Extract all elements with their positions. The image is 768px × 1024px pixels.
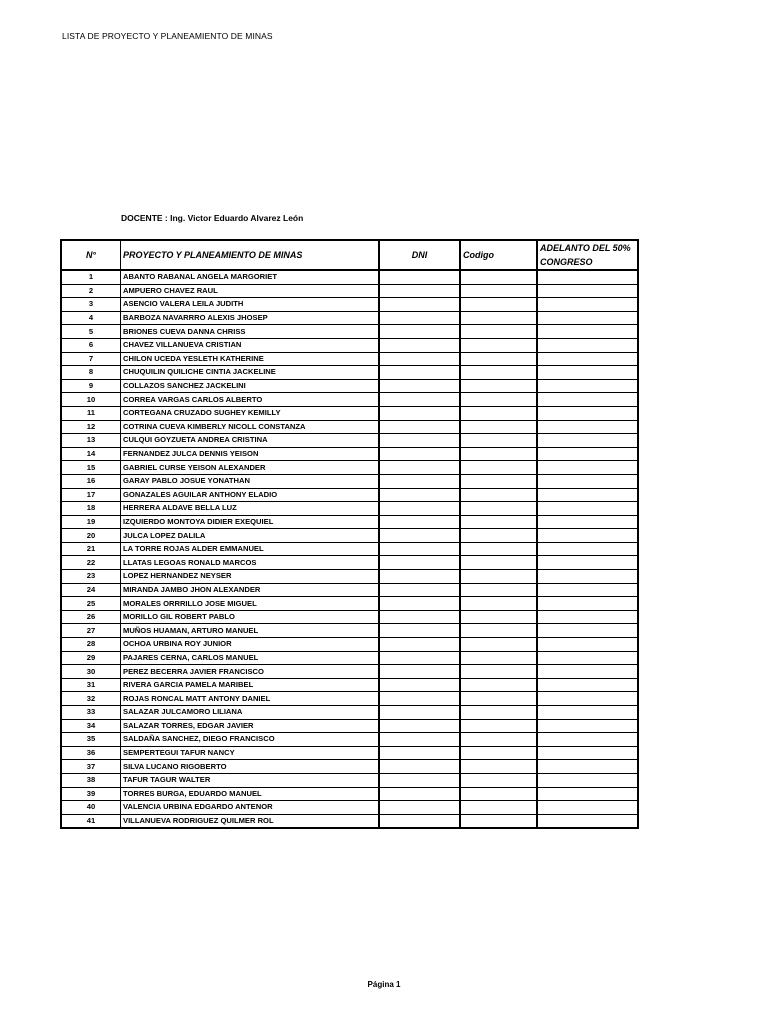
table-row: [61, 651, 638, 665]
row-number: 12: [61, 420, 121, 434]
dni-cell: [379, 474, 460, 488]
row-number: 21: [61, 542, 121, 556]
dni-cell: [379, 542, 460, 556]
advance-cell: [537, 325, 638, 339]
advance-cell: [537, 434, 638, 448]
advance-cell: [537, 488, 638, 502]
dni-cell: [379, 284, 460, 298]
dni-cell: [379, 379, 460, 393]
header-advance: ADELANTO DEL 50% CONGRESO: [537, 240, 638, 270]
table-row: [61, 733, 638, 747]
advance-cell: [537, 638, 638, 652]
advance-cell: [537, 760, 638, 774]
row-number: 18: [61, 502, 121, 516]
table-row: [61, 746, 638, 760]
student-name: LLATAS LEGOAS RONALD MARCOS: [121, 556, 380, 570]
student-name: COLLAZOS SANCHEZ JACKELINI: [121, 379, 380, 393]
row-number: 2: [61, 284, 121, 298]
table-row: [61, 706, 638, 720]
table-row: [61, 665, 638, 679]
advance-cell: [537, 556, 638, 570]
advance-cell: [537, 311, 638, 325]
table-row: [61, 787, 638, 801]
student-name: BARBOZA NAVARRRO ALEXIS JHOSEP: [121, 311, 380, 325]
code-cell: [460, 284, 537, 298]
advance-cell: [537, 583, 638, 597]
advance-cell: [537, 678, 638, 692]
advance-cell: [537, 570, 638, 584]
teacher-name: DOCENTE : Ing. Victor Eduardo Alvarez León: [121, 213, 304, 223]
student-name: TORRES BURGA, EDUARDO MANUEL: [121, 787, 380, 801]
dni-cell: [379, 773, 460, 787]
table-row: [61, 542, 638, 556]
table-row: [61, 760, 638, 774]
code-cell: [460, 270, 537, 284]
advance-cell: [537, 352, 638, 366]
table-row: [61, 570, 638, 584]
table-row: [61, 529, 638, 543]
table-row: [61, 556, 638, 570]
dni-cell: [379, 298, 460, 312]
row-number: 1: [61, 270, 121, 284]
row-number: 8: [61, 366, 121, 380]
advance-cell: [537, 461, 638, 475]
table-row: [61, 610, 638, 624]
table-row: [61, 434, 638, 448]
student-name: LA TORRE ROJAS ALDER EMMANUEL: [121, 542, 380, 556]
student-name: VILLANUEVA RODRIGUEZ QUILMER ROL: [121, 814, 380, 828]
dni-cell: [379, 502, 460, 516]
header-number: N°: [61, 240, 121, 270]
student-name: IZQUIERDO MONTOYA DIDIER EXEQUIEL: [121, 515, 380, 529]
student-name: JULCA LOPEZ DALILA: [121, 529, 380, 543]
table-row: [61, 515, 638, 529]
table-row: [61, 638, 638, 652]
code-cell: [460, 610, 537, 624]
code-cell: [460, 678, 537, 692]
table-row: [61, 352, 638, 366]
row-number: 36: [61, 746, 121, 760]
student-name: SEMPERTEGUI TAFUR NANCY: [121, 746, 380, 760]
dni-cell: [379, 420, 460, 434]
student-name: ASENCIO VALERA LEILA JUDITH: [121, 298, 380, 312]
code-cell: [460, 311, 537, 325]
advance-cell: [537, 665, 638, 679]
code-cell: [460, 556, 537, 570]
row-number: 38: [61, 773, 121, 787]
dni-cell: [379, 719, 460, 733]
student-name: PEREZ BECERRA JAVIER FRANCISCO: [121, 665, 380, 679]
advance-cell: [537, 420, 638, 434]
row-number: 40: [61, 801, 121, 815]
advance-cell: [537, 447, 638, 461]
code-cell: [460, 542, 537, 556]
code-cell: [460, 461, 537, 475]
student-name: SALAZAR JULCAMORO LILIANA: [121, 706, 380, 720]
document-title: LISTA DE PROYECTO Y PLANEAMIENTO DE MINAS: [62, 31, 273, 41]
row-number: 26: [61, 610, 121, 624]
table-row: [61, 270, 638, 284]
student-name: PAJARES CERNA, CARLOS MANUEL: [121, 651, 380, 665]
dni-cell: [379, 760, 460, 774]
table-row: [61, 325, 638, 339]
row-number: 29: [61, 651, 121, 665]
dni-cell: [379, 746, 460, 760]
advance-cell: [537, 706, 638, 720]
table-row: [61, 624, 638, 638]
row-number: 30: [61, 665, 121, 679]
dni-cell: [379, 366, 460, 380]
row-number: 33: [61, 706, 121, 720]
advance-cell: [537, 624, 638, 638]
student-name: CHUQUILIN QUILICHE CINTIA JACKELINE: [121, 366, 380, 380]
code-cell: [460, 447, 537, 461]
table-row: [61, 284, 638, 298]
student-roster-table: [60, 239, 639, 829]
code-cell: [460, 393, 537, 407]
advance-cell: [537, 801, 638, 815]
table-row: [61, 583, 638, 597]
dni-cell: [379, 801, 460, 815]
code-cell: [460, 352, 537, 366]
header-course-name: PROYECTO Y PLANEAMIENTO DE MINAS: [121, 240, 380, 270]
table-body: [61, 270, 638, 828]
dni-cell: [379, 570, 460, 584]
row-number: 17: [61, 488, 121, 502]
table-row: [61, 298, 638, 312]
code-cell: [460, 624, 537, 638]
table-row: [61, 366, 638, 380]
row-number: 32: [61, 692, 121, 706]
student-name: MORILLO GIL ROBERT PABLO: [121, 610, 380, 624]
code-cell: [460, 488, 537, 502]
dni-cell: [379, 352, 460, 366]
row-number: 34: [61, 719, 121, 733]
code-cell: [460, 325, 537, 339]
row-number: 13: [61, 434, 121, 448]
code-cell: [460, 570, 537, 584]
code-cell: [460, 515, 537, 529]
table-row: [61, 379, 638, 393]
table-row: [61, 474, 638, 488]
dni-cell: [379, 692, 460, 706]
code-cell: [460, 298, 537, 312]
student-name: BRIONES CUEVA DANNA CHRISS: [121, 325, 380, 339]
advance-cell: [537, 651, 638, 665]
code-cell: [460, 665, 537, 679]
student-name: GONAZALES AGUILAR ANTHONY ELADIO: [121, 488, 380, 502]
table-row: [61, 801, 638, 815]
table-row: [61, 719, 638, 733]
dni-cell: [379, 529, 460, 543]
dni-cell: [379, 665, 460, 679]
table-row: [61, 393, 638, 407]
dni-cell: [379, 651, 460, 665]
code-cell: [460, 651, 537, 665]
row-number: 22: [61, 556, 121, 570]
table-row: [61, 692, 638, 706]
table-row: [61, 461, 638, 475]
advance-cell: [537, 610, 638, 624]
code-cell: [460, 338, 537, 352]
student-name: VALENCIA URBINA EDGARDO ANTENOR: [121, 801, 380, 815]
row-number: 11: [61, 406, 121, 420]
advance-cell: [537, 746, 638, 760]
student-name: GABRIEL CURSE YEISON ALEXANDER: [121, 461, 380, 475]
code-cell: [460, 366, 537, 380]
code-cell: [460, 801, 537, 815]
page-number: Página 1: [367, 980, 401, 989]
row-number: 39: [61, 787, 121, 801]
table-row: [61, 814, 638, 828]
table-header-row: [61, 240, 638, 270]
table-row: [61, 502, 638, 516]
code-cell: [460, 719, 537, 733]
student-name: CORREA VARGAS CARLOS ALBERTO: [121, 393, 380, 407]
row-number: 6: [61, 338, 121, 352]
dni-cell: [379, 787, 460, 801]
table-row: [61, 311, 638, 325]
code-cell: [460, 773, 537, 787]
dni-cell: [379, 393, 460, 407]
code-cell: [460, 692, 537, 706]
table-row: [61, 488, 638, 502]
code-cell: [460, 474, 537, 488]
advance-cell: [537, 787, 638, 801]
advance-cell: [537, 692, 638, 706]
student-name: AMPUERO CHAVEZ RAUL: [121, 284, 380, 298]
row-number: 5: [61, 325, 121, 339]
dni-cell: [379, 583, 460, 597]
advance-cell: [537, 529, 638, 543]
advance-cell: [537, 773, 638, 787]
row-number: 9: [61, 379, 121, 393]
advance-cell: [537, 515, 638, 529]
student-name: CHILON UCEDA YESLETH KATHERINE: [121, 352, 380, 366]
table-row: [61, 678, 638, 692]
code-cell: [460, 583, 537, 597]
row-number: 4: [61, 311, 121, 325]
student-name: FERNANDEZ JULCA DENNIS YEISON: [121, 447, 380, 461]
row-number: 24: [61, 583, 121, 597]
advance-cell: [537, 814, 638, 828]
advance-cell: [537, 719, 638, 733]
row-number: 23: [61, 570, 121, 584]
row-number: 10: [61, 393, 121, 407]
student-name: MIRANDA JAMBO JHON ALEXANDER: [121, 583, 380, 597]
code-cell: [460, 379, 537, 393]
advance-cell: [537, 733, 638, 747]
table-row: [61, 773, 638, 787]
student-name: OCHOA URBINA ROY JUNIOR: [121, 638, 380, 652]
dni-cell: [379, 488, 460, 502]
row-number: 3: [61, 298, 121, 312]
student-name: ABANTO RABANAL ANGELA MARGORIET: [121, 270, 380, 284]
code-cell: [460, 434, 537, 448]
row-number: 25: [61, 597, 121, 611]
row-number: 14: [61, 447, 121, 461]
student-name: SALAZAR TORRES, EDGAR JAVIER: [121, 719, 380, 733]
header-dni: DNI: [379, 240, 460, 270]
student-name: CHAVEZ VILLANUEVA CRISTIAN: [121, 338, 380, 352]
row-number: 37: [61, 760, 121, 774]
dni-cell: [379, 461, 460, 475]
header-code: Codigo: [460, 240, 537, 270]
code-cell: [460, 760, 537, 774]
dni-cell: [379, 610, 460, 624]
row-number: 28: [61, 638, 121, 652]
code-cell: [460, 529, 537, 543]
row-number: 20: [61, 529, 121, 543]
advance-cell: [537, 270, 638, 284]
advance-cell: [537, 366, 638, 380]
code-cell: [460, 638, 537, 652]
dni-cell: [379, 515, 460, 529]
row-number: 15: [61, 461, 121, 475]
dni-cell: [379, 434, 460, 448]
code-cell: [460, 814, 537, 828]
advance-cell: [537, 597, 638, 611]
dni-cell: [379, 325, 460, 339]
dni-cell: [379, 638, 460, 652]
row-number: 19: [61, 515, 121, 529]
code-cell: [460, 597, 537, 611]
table-row: [61, 447, 638, 461]
student-name: SILVA LUCANO RIGOBERTO: [121, 760, 380, 774]
code-cell: [460, 787, 537, 801]
dni-cell: [379, 597, 460, 611]
dni-cell: [379, 624, 460, 638]
advance-cell: [537, 284, 638, 298]
row-number: 35: [61, 733, 121, 747]
advance-cell: [537, 406, 638, 420]
dni-cell: [379, 733, 460, 747]
dni-cell: [379, 814, 460, 828]
student-name: MORALES ORRRILLO JOSE MIGUEL: [121, 597, 380, 611]
student-name: ROJAS RONCAL MATT ANTONY DANIEL: [121, 692, 380, 706]
row-number: 27: [61, 624, 121, 638]
student-name: TAFUR TAGUR WALTER: [121, 773, 380, 787]
student-name: COTRINA CUEVA KIMBERLY NICOLL CONSTANZA: [121, 420, 380, 434]
code-cell: [460, 502, 537, 516]
code-cell: [460, 733, 537, 747]
table-row: [61, 406, 638, 420]
dni-cell: [379, 338, 460, 352]
advance-cell: [537, 502, 638, 516]
table-row: [61, 597, 638, 611]
advance-cell: [537, 474, 638, 488]
student-name: CULQUI GOYZUETA ANDREA CRISTINA: [121, 434, 380, 448]
table-row: [61, 420, 638, 434]
student-name: MUÑOS HUAMAN, ARTURO MANUEL: [121, 624, 380, 638]
table-row: [61, 338, 638, 352]
dni-cell: [379, 706, 460, 720]
advance-cell: [537, 379, 638, 393]
advance-cell: [537, 338, 638, 352]
row-number: 41: [61, 814, 121, 828]
code-cell: [460, 706, 537, 720]
advance-cell: [537, 298, 638, 312]
student-name: RIVERA GARCIA PAMELA MARIBEL: [121, 678, 380, 692]
student-name: SALDAÑA SANCHEZ, DIEGO FRANCISCO: [121, 733, 380, 747]
dni-cell: [379, 447, 460, 461]
code-cell: [460, 746, 537, 760]
row-number: 31: [61, 678, 121, 692]
student-name: LOPEZ HERNANDEZ NEYSER: [121, 570, 380, 584]
dni-cell: [379, 678, 460, 692]
student-name: CORTEGANA CRUZADO SUGHEY KEMILLY: [121, 406, 380, 420]
dni-cell: [379, 311, 460, 325]
student-name: HERRERA ALDAVE BELLA LUZ: [121, 502, 380, 516]
dni-cell: [379, 406, 460, 420]
row-number: 16: [61, 474, 121, 488]
row-number: 7: [61, 352, 121, 366]
code-cell: [460, 420, 537, 434]
advance-cell: [537, 542, 638, 556]
dni-cell: [379, 270, 460, 284]
dni-cell: [379, 556, 460, 570]
student-name: GARAY PABLO JOSUE YONATHAN: [121, 474, 380, 488]
code-cell: [460, 406, 537, 420]
advance-cell: [537, 393, 638, 407]
